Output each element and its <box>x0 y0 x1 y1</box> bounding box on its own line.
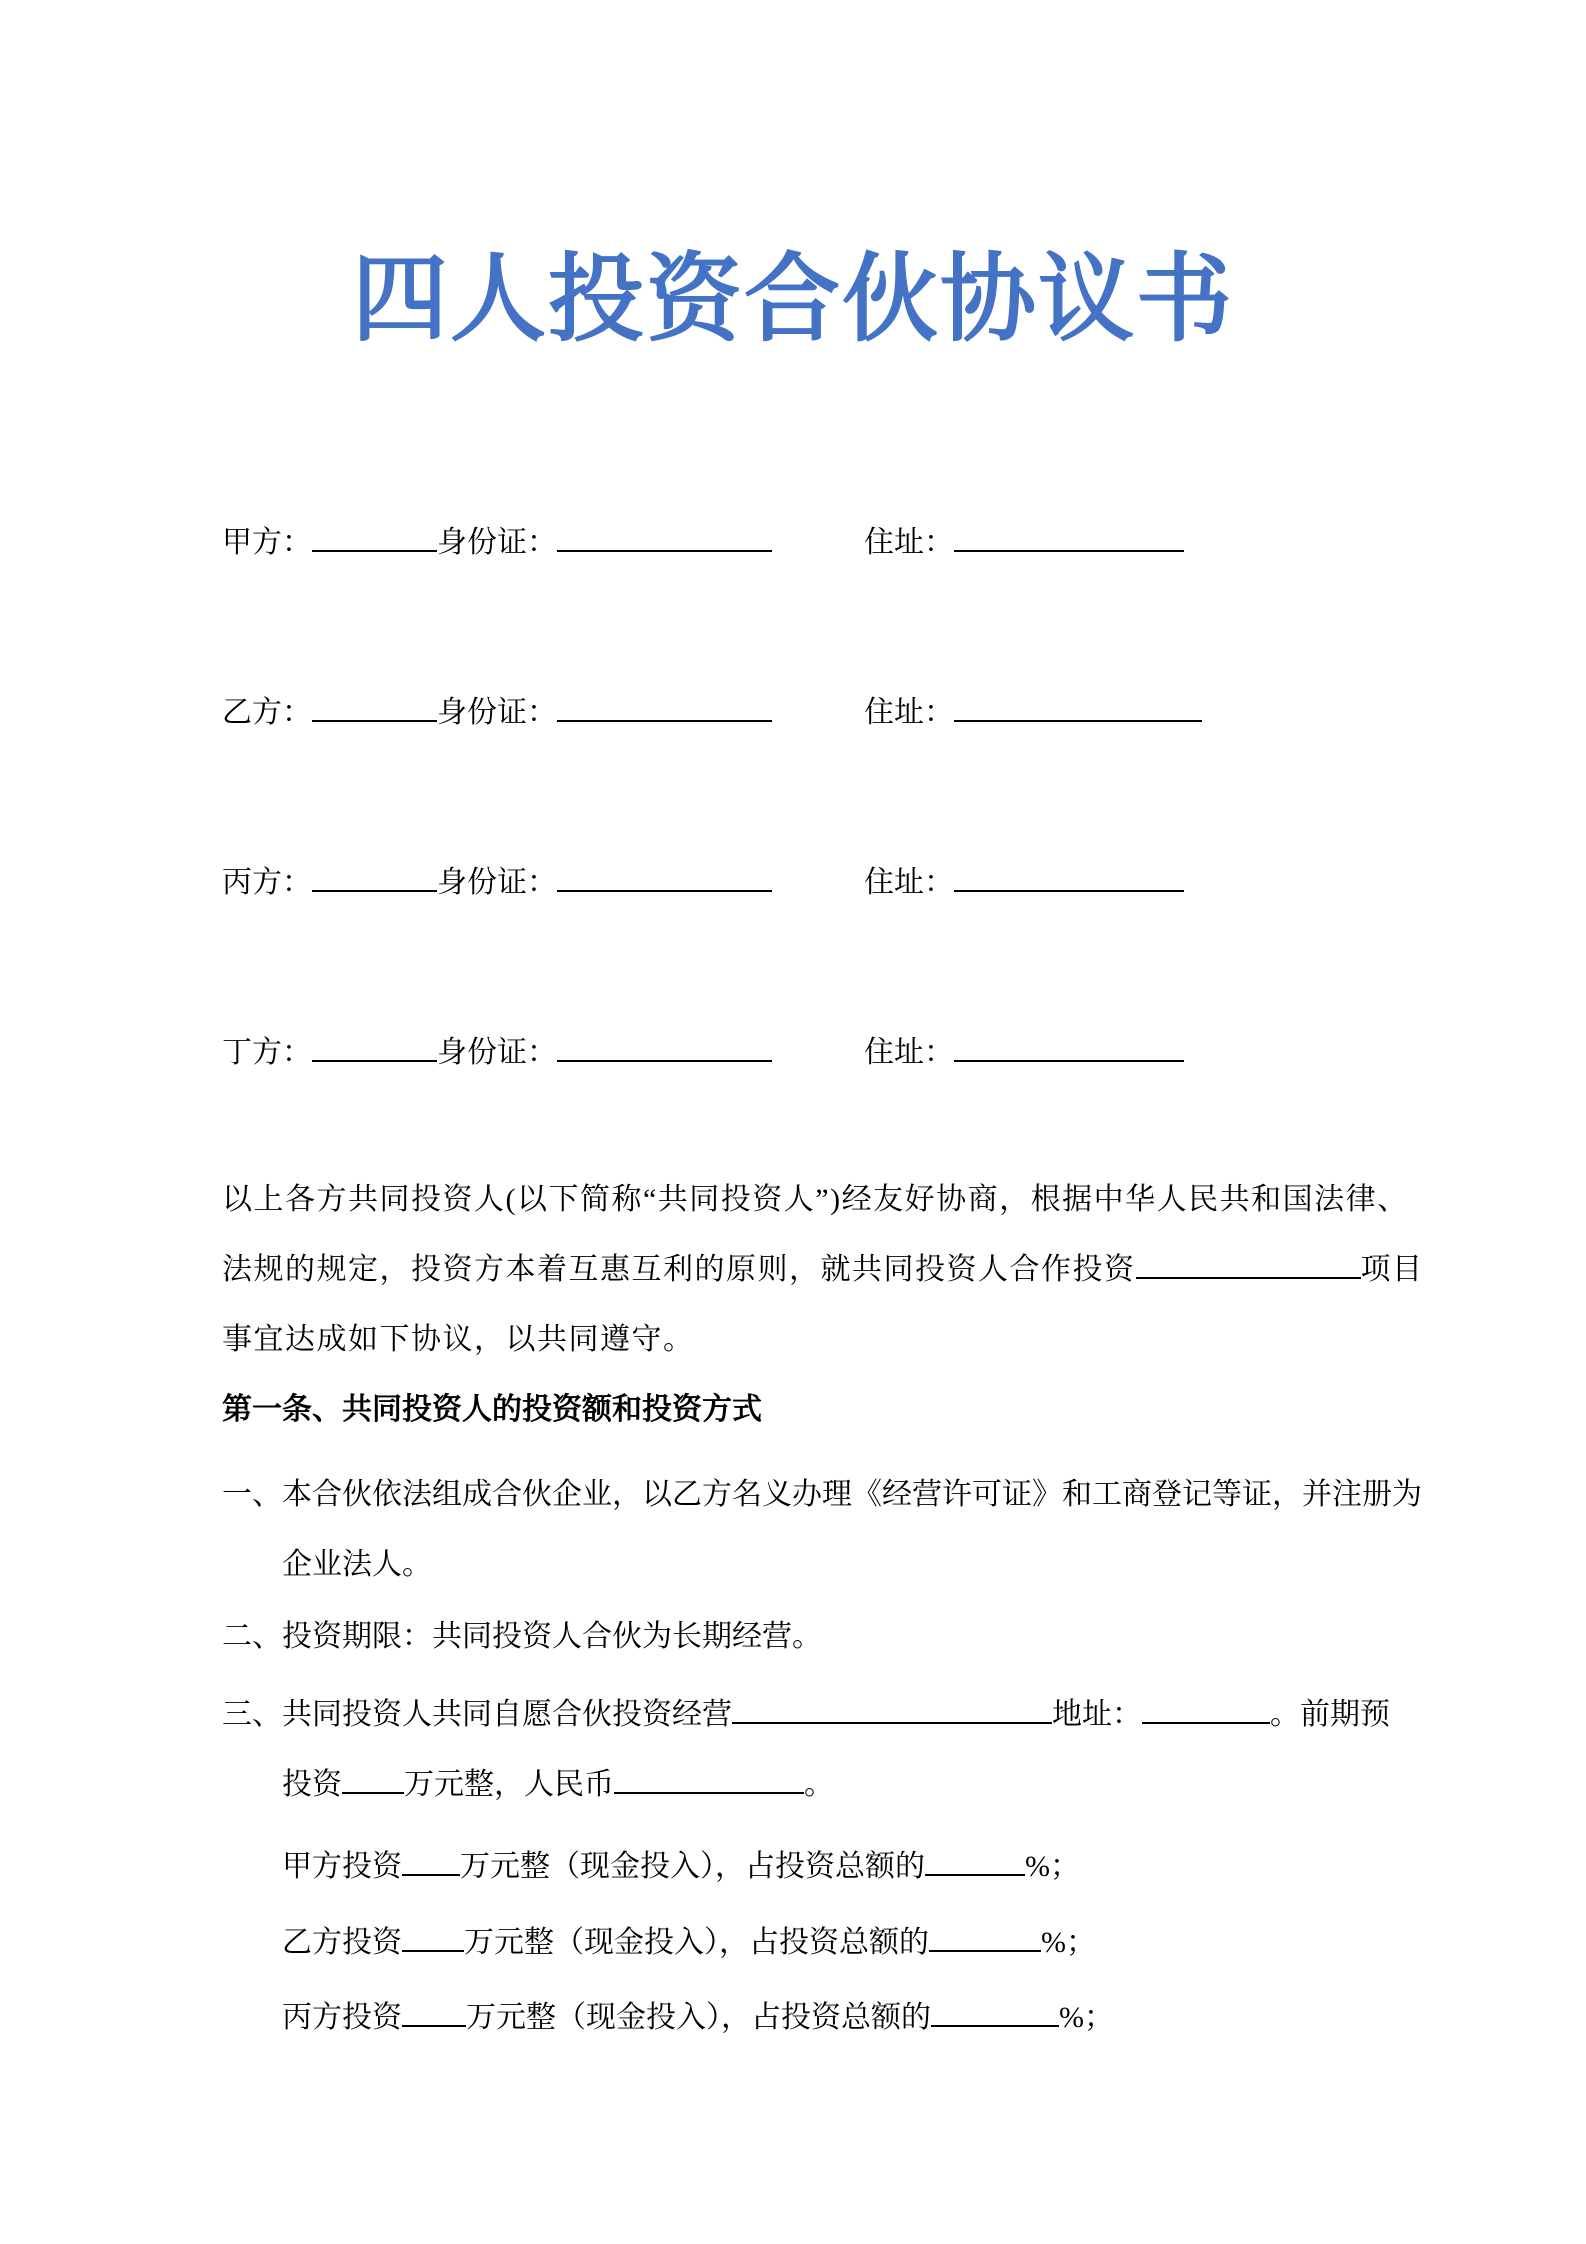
blank-field-amount-c[interactable] <box>402 1995 466 2028</box>
party-name-label: 丙方： <box>222 865 312 899</box>
party-addr-label: 住址： <box>864 865 954 899</box>
blank-field-percent-a[interactable] <box>925 1844 1025 1877</box>
section1-item-1: 一、本合伙依法组成合伙企业，以乙方名义办理《经营许可证》和工商登记等证，并注册为 企业法人。 <box>222 1478 1422 1582</box>
blank-field-party-a-address[interactable] <box>954 519 1184 552</box>
blank-field-party-d-address[interactable] <box>954 1029 1184 1062</box>
party-addr-label: 住址： <box>864 1035 954 1069</box>
party-id-label: 身份证： <box>437 525 557 559</box>
blank-field-business-address[interactable] <box>1142 1692 1270 1725</box>
party-addr-label: 住址： <box>864 695 954 729</box>
blank-field-party-d-name[interactable] <box>312 1029 437 1062</box>
blank-field-party-b-address[interactable] <box>954 689 1202 722</box>
party-row-dingfang <box>222 1029 1456 1071</box>
blank-field-party-d-id[interactable] <box>557 1029 772 1062</box>
blank-field-party-b-id[interactable] <box>557 689 772 722</box>
intro-paragraph: 以上各方共同投资人(以下简称“共同投资人”)经友好协商，根据中华人民共和国法律、 法规的规定，投资方本着互惠互利的原则，就共同投资人合作投资 项目 事宜达成如下协议，以共同遵守。 <box>222 1183 1424 1357</box>
section1-item-3: 三、共同投资人共同自愿合伙投资经营 地址： 。前期预 投资 万元整，人民币 。 <box>222 1680 1456 1820</box>
blank-field-percent-b[interactable] <box>929 1920 1041 1953</box>
party-name-label: 甲方： <box>222 525 312 559</box>
party-addr-label: 住址： <box>864 525 954 559</box>
section1-item-2: 二、投资期限：共同投资人合伙为长期经营。 <box>222 1620 822 1654</box>
party-name-label: 丁方： <box>222 1035 312 1069</box>
blank-field-pre-investment[interactable] <box>342 1762 404 1795</box>
invest-line-party-b: 乙方投资 万元整（现金投入），占投资总额的 %； <box>282 1908 1456 1978</box>
blank-field-amount-a[interactable] <box>402 1844 460 1877</box>
parties-section <box>222 519 1456 1071</box>
blank-field-party-b-name[interactable] <box>312 689 437 722</box>
section1-heading: 第一条、共同投资人的投资额和投资方式 <box>222 1393 762 1427</box>
document-title: 四人投资合伙协议书 <box>352 246 1234 353</box>
blank-field-rmb-amount[interactable] <box>614 1762 804 1795</box>
party-row-yifang <box>222 689 1456 731</box>
party-row-jiafang <box>222 519 1456 561</box>
party-id-label: 身份证： <box>437 865 557 899</box>
invest-line-party-c: 丙方投资 万元整（现金投入），占投资总额的 %； <box>282 1983 1456 2053</box>
blank-field-party-c-name[interactable] <box>312 859 437 892</box>
party-row-bingfang <box>222 859 1456 901</box>
blank-field-amount-b[interactable] <box>402 1920 464 1953</box>
party-id-label: 身份证： <box>437 1035 557 1069</box>
blank-field-business-name[interactable] <box>732 1692 1052 1725</box>
blank-field-percent-c[interactable] <box>931 1995 1059 2028</box>
invest-line-party-a: 甲方投资 万元整（现金投入），占投资总额的 %； <box>282 1832 1456 1902</box>
blank-field-party-a-id[interactable] <box>557 519 772 552</box>
blank-field-party-c-address[interactable] <box>954 859 1184 892</box>
blank-field-project[interactable] <box>1136 1247 1361 1280</box>
party-id-label: 身份证： <box>437 695 557 729</box>
party-name-label: 乙方： <box>222 695 312 729</box>
blank-field-party-a-name[interactable] <box>312 519 437 552</box>
blank-field-party-c-id[interactable] <box>557 859 772 892</box>
